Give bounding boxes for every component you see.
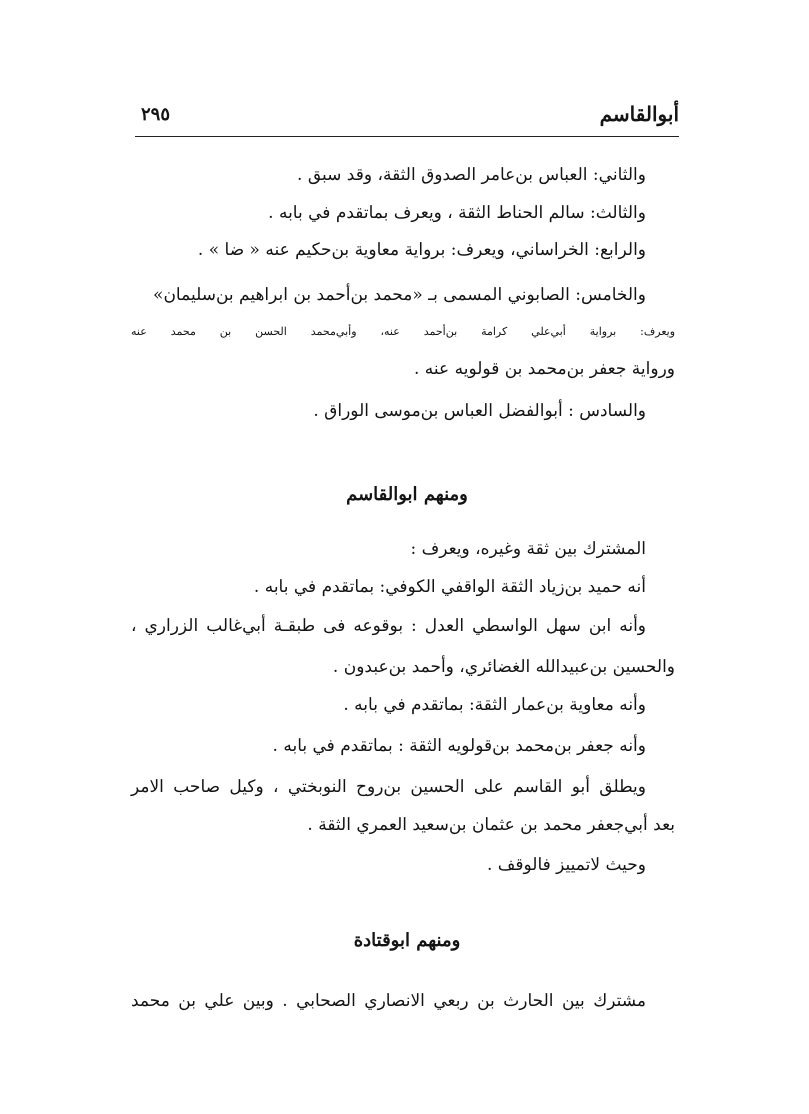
text-line: وحيث لاتمييز فالوقف . [486, 855, 646, 875]
text-line: ورواية جعفر بن‌محمد بن قولويه عنه . [414, 359, 675, 379]
page-header [135, 98, 679, 134]
text-line: والخامس: الصابوني المسمى بـ «محمد بن‌أحمد بن ابراهيم بن‌سليمان» [153, 285, 646, 305]
text-line: والرابع: الخراساني، ويعرف: برواية معاوية بن‌حكيم عنه « ضا » . [197, 240, 646, 260]
text-line: أنه حميد بن‌زياد الثقة الواقفي الكوفي: بماتقدم في بابه . [253, 577, 646, 597]
text-line: والسادس : أبوالفضل العباس بن‌موسى الوراق . [313, 401, 646, 421]
text-line: وأنه ابن سهل الواسطي العدل : بوقوعه فى طبقـة أبي‌غالب الزراري ، [131, 616, 646, 636]
text-line: والثالث: سالم الحناط الثقة ، ويعرف بماتقدم في بابه . [268, 203, 646, 223]
text-line: والثاني: العباس بن‌عامر الصدوق الثقة، وقد سبق . [297, 165, 646, 185]
text-line: وأنه معاوية بن‌عمار الثقة: بماتقدم في بابه . [343, 695, 646, 715]
text-line: بعد أبي‌جعفر محمد بن عثمان بن‌سعيد العمري الثقة . [307, 815, 675, 835]
text-line: مشترك بين الحارث بن ربعي الانصاري الصحابي . وبين علي بن محمد [131, 991, 646, 1011]
text-line: ويطلق أبو القاسم على الحسين بن‌روح النوبختي ، وكيل صاحب الامر [131, 777, 646, 797]
text-line: المشترك بين ثقة وغيره، ويعرف : [410, 539, 646, 559]
section-heading: ومنهم ابوقتادة [353, 930, 461, 951]
running-head: أبوالقاسم [599, 102, 679, 126]
text-line: وأنه جعفر بن‌محمد بن‌قولويه الثقة : بماتقدم في بابه . [272, 736, 646, 756]
text-line: والحسين بن‌عبيدالله الغضائري، وأحمد بن‌عبدون . [332, 657, 675, 677]
page-number: ٢٩٥ [141, 104, 171, 125]
header-rule [135, 136, 679, 137]
section-heading: ومنهم ابوالقاسم [346, 484, 468, 505]
text-line: ويعرف: برواية أبي‌علي كرامة بن‌أحمد عنه، وأبي‌محمد الحسن بن محمد عنه [131, 325, 675, 338]
